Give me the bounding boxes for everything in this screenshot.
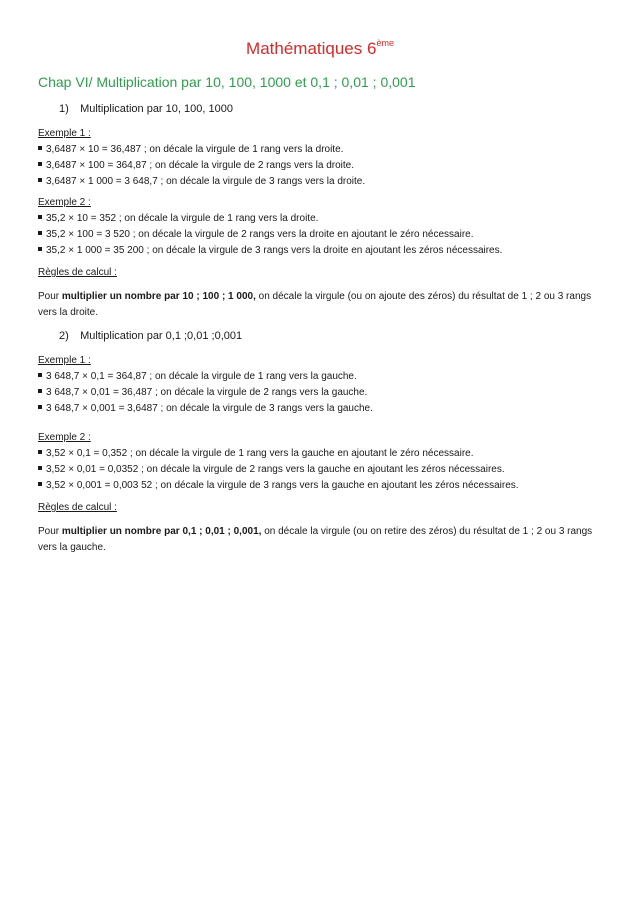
section-1-rule-text: Pour multiplier un nombre par 10 ; 100 ; 1 000, on décale la virgule (ou on ajoute des zéros) du résultat de 1 ; 2 ou 3 rangs vers la droite. (38, 291, 592, 318)
page-title: Mathématiques 6ème (246, 38, 394, 58)
example-title: Exemple 2 : (38, 197, 91, 208)
bullet-icon (38, 178, 42, 182)
bullet-icon (38, 247, 42, 251)
bullet-icon (38, 373, 42, 377)
bullet-icon (38, 146, 42, 150)
example-title: Exemple 2 : (38, 432, 91, 443)
bullet-icon (38, 482, 42, 486)
bullet-icon (38, 450, 42, 454)
section-1-example-2 (38, 195, 608, 259)
list-item: 3,52 × 0,01 = 0,0352 ; on décale la virgule de 2 rangs vers la gauche en ajoutant les zéros nécessaires. (38, 462, 608, 478)
section-1-number: 1) (59, 103, 69, 115)
rule-bold: multiplier un nombre par 10 ; 100 ; 1 000, (61, 291, 256, 302)
list-item: 3 648,7 × 0,1 = 364,87 ; on décale la virgule de 1 rang vers la gauche. (38, 369, 608, 385)
section-2-rules-title: Règles de calcul : (38, 502, 117, 513)
section-1-heading (59, 103, 233, 115)
section-1-example-1 (38, 126, 608, 190)
list-item: 35,2 × 100 = 3 520 ; on décale la virgule de 2 rangs vers la droite en ajoutant le zéro nécessaire. (38, 227, 608, 243)
list-item: 3,6487 × 100 = 364,87 ; on décale la virgule de 2 rangs vers la droite. (38, 158, 608, 174)
section-2-example-2 (38, 430, 608, 494)
bullet-icon (38, 215, 42, 219)
chapter-heading: Chap VI/ Multiplication par 10, 100, 1000 et 0,1 ; 0,01 ; 0,001 (38, 74, 416, 90)
list-item: 35,2 × 10 = 352 ; on décale la virgule de 1 rang vers la droite. (38, 211, 608, 227)
bullet-icon (38, 405, 42, 409)
bullet-icon (38, 389, 42, 393)
list-item: 3 648,7 × 0,01 = 36,487 ; on décale la virgule de 2 rangs vers la gauche. (38, 385, 608, 401)
title-superscript: ème (376, 38, 394, 48)
section-2-example-1 (38, 353, 608, 417)
example-title: Exemple 1 : (38, 355, 91, 366)
section-2-label: Multiplication par 0,1 ;0,01 ;0,001 (80, 330, 243, 342)
bullet-icon (38, 162, 42, 166)
list-item: 35,2 × 1 000 = 35 200 ; on décale la virgule de 3 rangs vers la droite en ajoutant les zéros nécessaires. (38, 243, 608, 259)
list-item: 3,6487 × 1 000 = 3 648,7 ; on décale la virgule de 3 rangs vers la droite. (38, 174, 608, 190)
example-title: Exemple 1 : (38, 128, 91, 139)
section-2-number: 2) (59, 330, 69, 342)
section-2-rule-text: Pour multiplier un nombre par 0,1 ; 0,01 ; 0,001, on décale la virgule (ou on retire des zéros) du résultat de 1 ; 2 ou 3 rangs vers la gauche. (38, 526, 593, 553)
list-item: 3 648,7 × 0,001 = 3,6487 ; on décale la virgule de 3 rangs vers la gauche. (38, 401, 608, 417)
list-item: 3,52 × 0,1 = 0,352 ; on décale la virgule de 1 rang vers la gauche en ajoutant le zéro nécessaire. (38, 446, 608, 462)
list-item: 3,6487 × 10 = 36,487 ; on décale la virgule de 1 rang vers la droite. (38, 142, 608, 158)
section-2-heading (59, 330, 242, 342)
bullet-icon (38, 231, 42, 235)
section-1-label: Multiplication par 10, 100, 1000 (80, 103, 233, 115)
section-1-rules-title: Règles de calcul : (38, 267, 117, 278)
list-item: 3,52 × 0,001 = 0,003 52 ; on décale la virgule de 3 rangs vers la gauche en ajoutant les zéros nécessaires. (38, 478, 608, 494)
rule-bold: multiplier un nombre par 0,1 ; 0,01 ; 0,001, (61, 526, 262, 537)
bullet-icon (38, 466, 42, 470)
